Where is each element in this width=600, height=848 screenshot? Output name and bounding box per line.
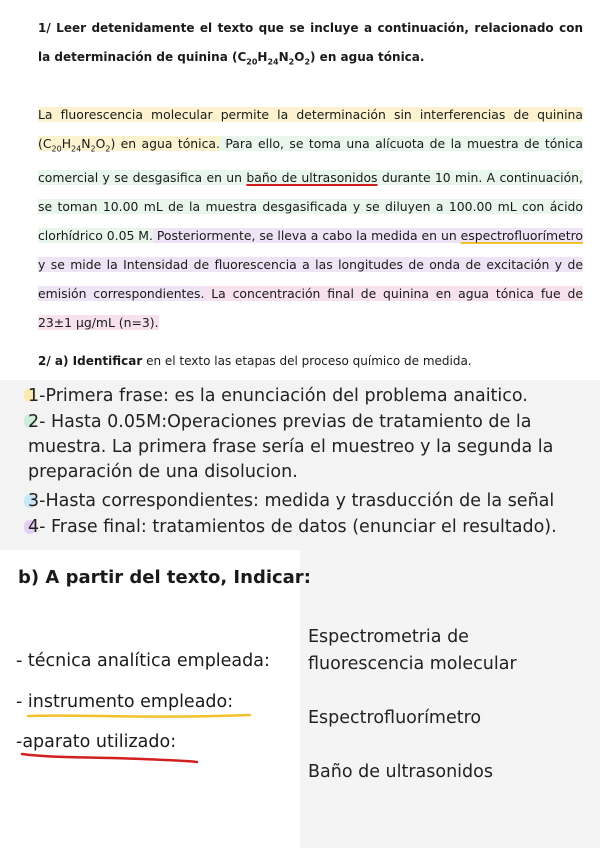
apparatus-label: -aparato utilizado: bbox=[16, 732, 177, 752]
answer-step-1: 1-Primera frase: es la enunciación del problema anaitico. bbox=[28, 386, 528, 406]
question-1: 1/ Leer detenidamente el texto que se incluye a continuación, relacionado con la determinación de quinina $(C_{20}H_{24}N_2O_2)$ en agua tónica. bbox=[38, 21, 583, 67]
instrument-label: - instrumento empleado: bbox=[16, 692, 234, 712]
red-underline-stroke bbox=[22, 752, 198, 766]
yellow-underline-stroke bbox=[28, 712, 250, 722]
question-2a: 2/ a) Identificar en el texto las etapas del proceso químico de medida. bbox=[38, 354, 472, 368]
instrument-answer: Espectrofluorímetro bbox=[308, 708, 482, 728]
quinine-passage bbox=[38, 100, 583, 337]
answer-step-2-line1: 2- Hasta 0.05M:Operaciones previas de tratamiento de la bbox=[28, 412, 532, 432]
question-2b-title: b) A partir del texto, Indicar: bbox=[18, 567, 311, 588]
passage-sentence-3: Posteriormente, se lleva a cabo la medida en un espectrofluorímetro y se mide la Intensidad de fluorescencia a las longitudes de onda de excitación y de emisión correspondientes. bbox=[38, 228, 583, 302]
exercise-page bbox=[0, 0, 600, 380]
answer-step-2-line3: preparación de una disolucion. bbox=[28, 462, 298, 482]
answer-step-3: 3-Hasta correspondientes: medida y trasducción de la señal bbox=[28, 491, 555, 511]
answers-block bbox=[0, 380, 600, 550]
passage-sentence-2: Para ello, se toma una alícuota de la muestra de tónica comercial y se desgasifica en un baño de ultrasonidos durante 10 min. A continuación, se toman 10.00 mL de la muestra desgasificada y se diluyen a 100.00 mL con ácido clorhídrico 0.05 M. bbox=[38, 136, 583, 244]
technique-label: - técnica analítica empleada: bbox=[16, 651, 270, 671]
passage-sentence-1: La fluorescencia molecular permite la determinación sin interferencias de quinina $(C_{20}H_{24}N_2O_2)$ en agua tónica. bbox=[38, 107, 583, 154]
answer-step-2-line2: muestra. La primera frase sería el muestreo y la segunda la bbox=[28, 437, 554, 457]
answer-step-4: 4- Frase final: tratamientos de datos (enunciar el resultado). bbox=[28, 517, 557, 537]
passage-sentence-4: La concentración final de quinina en agua tónica fue de 23±1 µg/mL (n=3). bbox=[38, 286, 583, 331]
technique-answer: Espectrometria de fluorescencia molecular bbox=[308, 627, 517, 674]
apparatus-answer: Baño de ultrasonidos bbox=[308, 762, 493, 782]
ultrasonic-bath-term: baño de ultrasonidos bbox=[246, 170, 378, 186]
spectrofluorimeter-term: espectrofluorímetro bbox=[460, 228, 583, 244]
